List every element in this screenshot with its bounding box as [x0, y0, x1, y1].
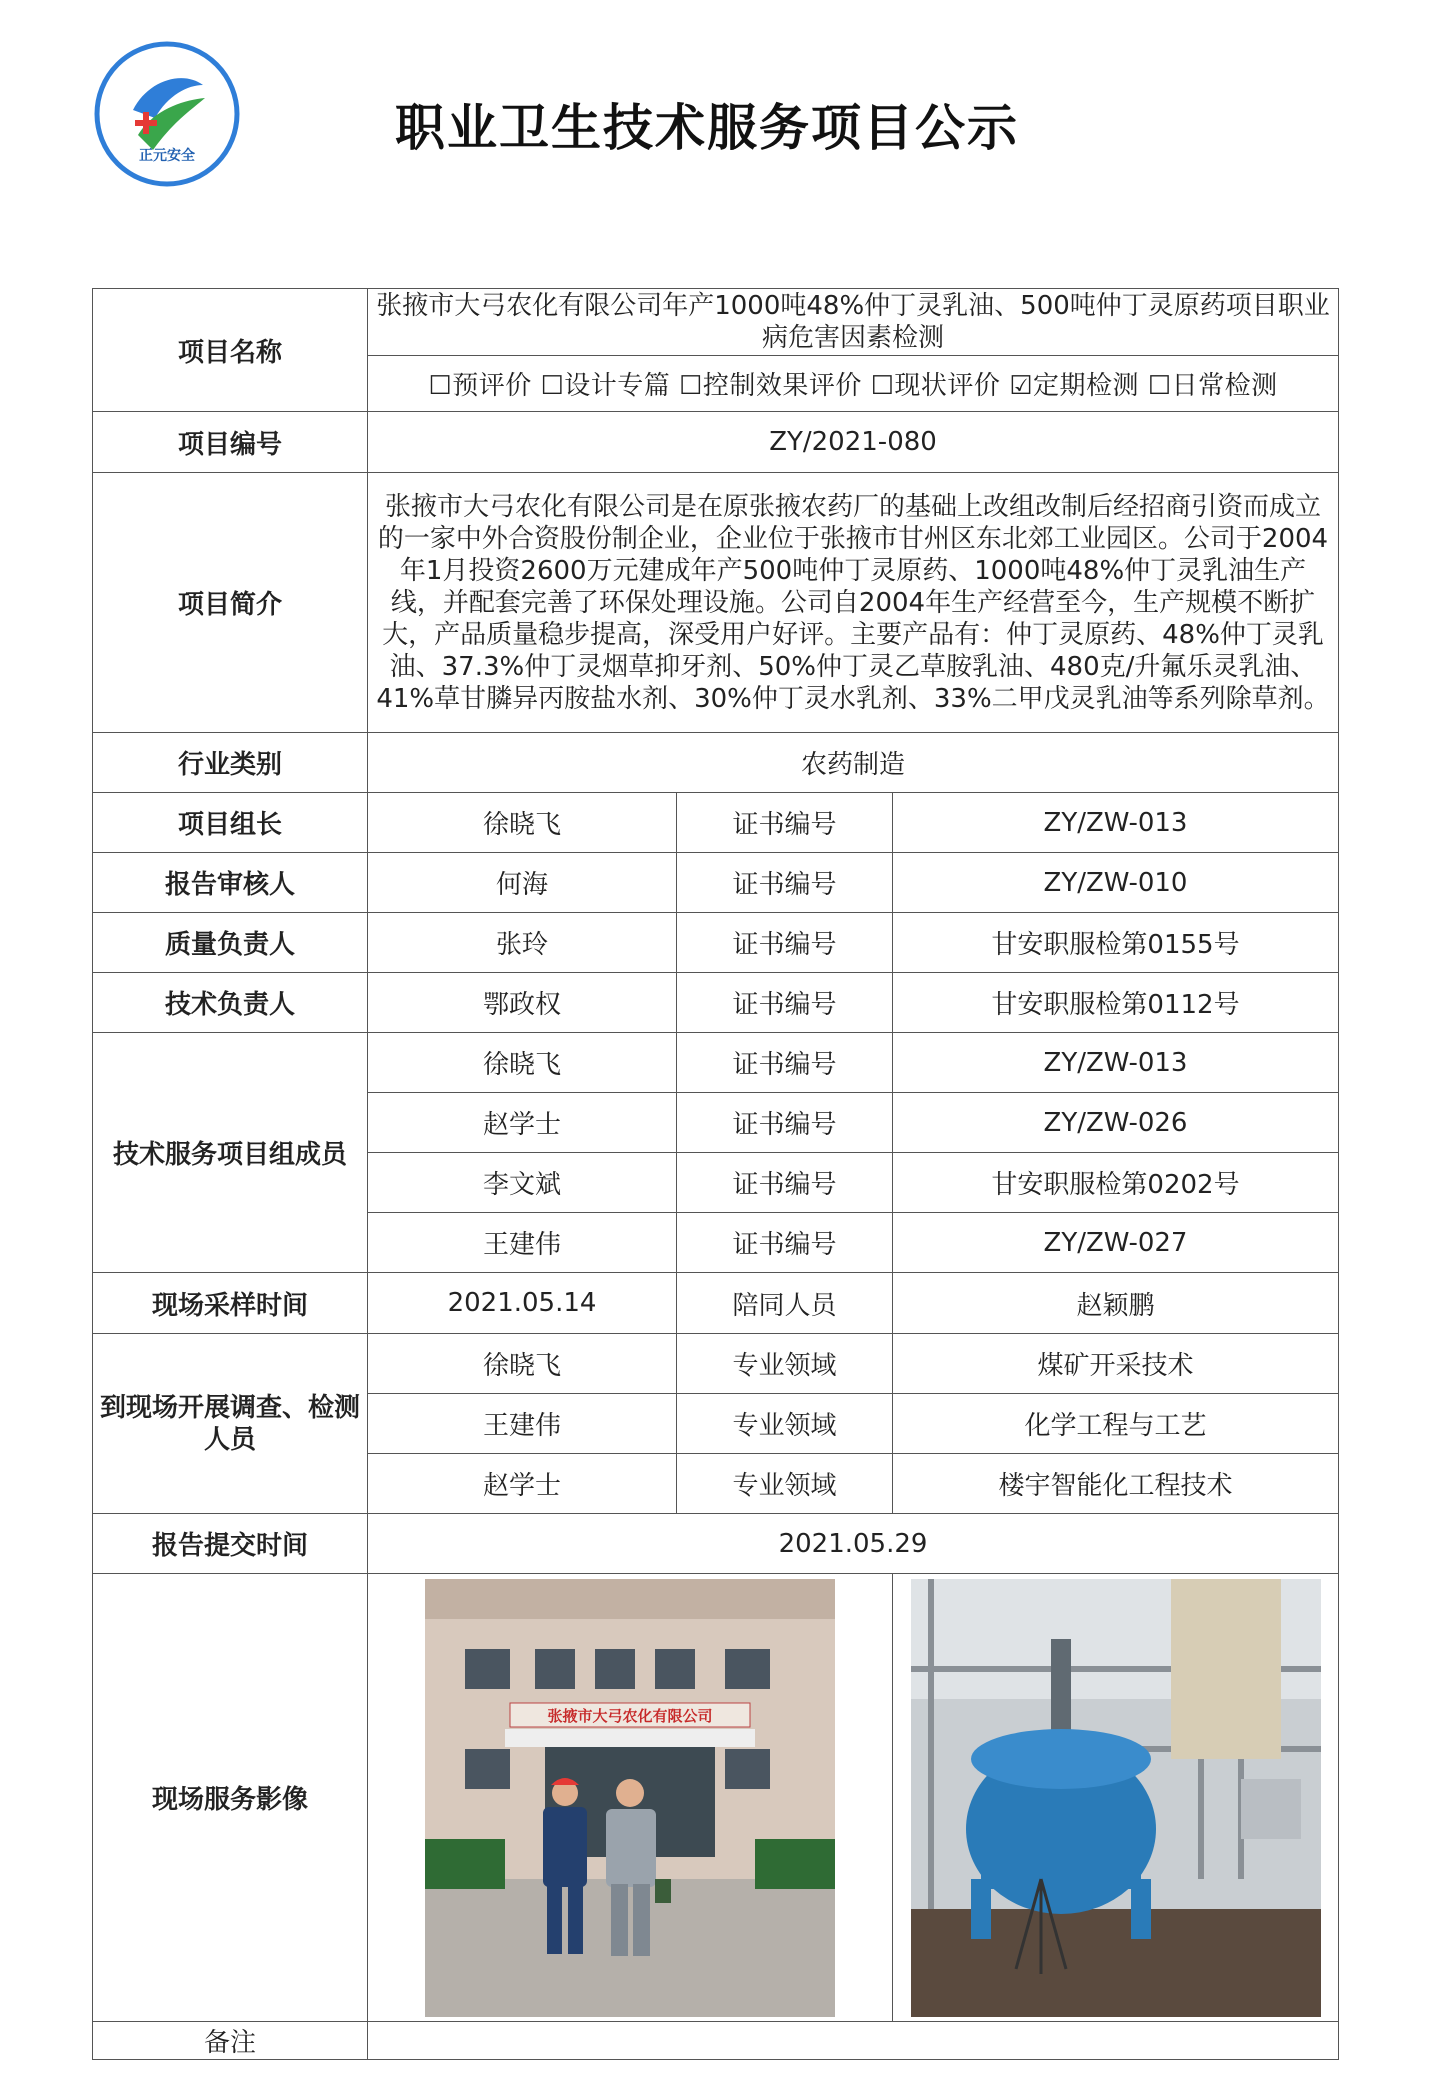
technical-name: 鄂政权: [368, 973, 677, 1033]
project-name-value: 张掖市大弓农化有限公司年产1000吨48%仲丁灵乳油、500吨仲丁灵原药项目职业病危害因素检测: [368, 289, 1339, 356]
member-name: 徐晓飞: [368, 1033, 677, 1093]
quality-row: [93, 913, 1339, 973]
evaluation-type-checkboxes: ☐预评价 ☐设计专篇 ☐控制效果评价 ☐现状评价 ☑定期检测 ☐日常检测: [368, 356, 1339, 412]
building-sign-text: 张掖市大弓农化有限公司: [547, 1706, 713, 1725]
project-name-row: [93, 289, 1339, 356]
submit-time-value: 2021.05.29: [368, 1514, 1339, 1574]
cert-label: 证书编号: [677, 1033, 893, 1093]
quality-cert: 甘安职服检第0155号: [893, 913, 1339, 973]
submit-time-label: 报告提交时间: [93, 1514, 368, 1574]
submit-row: [93, 1514, 1339, 1574]
members-label: 技术服务项目组成员: [93, 1033, 368, 1273]
member-name: 李文斌: [368, 1153, 677, 1213]
cert-label: 证书编号: [677, 793, 893, 853]
field-staff-name: 徐晓飞: [368, 1334, 677, 1394]
field-label: 专业领域: [677, 1454, 893, 1514]
field-staff-row: [93, 1334, 1339, 1394]
field-staff-label: 到现场开展调查、检测人员: [93, 1334, 368, 1514]
sampling-time-label: 现场采样时间: [93, 1273, 368, 1334]
project-name-label: 项目名称: [93, 289, 368, 412]
technical-row: [93, 973, 1339, 1033]
project-number-value: ZY/2021-080: [368, 412, 1339, 473]
field-staff-field: 煤矿开采技术: [893, 1334, 1339, 1394]
field-staff-field: 化学工程与工艺: [893, 1394, 1339, 1454]
companion-label: 陪同人员: [677, 1273, 893, 1334]
info-table: [92, 288, 1339, 2060]
field-staff-field: 楼宇智能化工程技术: [893, 1454, 1339, 1514]
member-cert: 甘安职服检第0202号: [893, 1153, 1339, 1213]
remarks-row: [93, 2022, 1339, 2060]
sampling-row: [93, 1273, 1339, 1334]
photos-row: [93, 1574, 1339, 2022]
quality-label: 质量负责人: [93, 913, 368, 973]
remarks-value: [368, 2022, 1339, 2060]
photo-reactor-equipment: [911, 1579, 1321, 2017]
industry-row: [93, 733, 1339, 793]
cert-label: 证书编号: [677, 1093, 893, 1153]
photo-building-cell: [368, 1574, 893, 2022]
reviewer-name: 何海: [368, 853, 677, 913]
cert-label: 证书编号: [677, 973, 893, 1033]
member-row: [93, 1033, 1339, 1093]
leader-row: [93, 793, 1339, 853]
technical-label: 技术负责人: [93, 973, 368, 1033]
sampling-time-value: 2021.05.14: [368, 1273, 677, 1334]
reviewer-cert: ZY/ZW-010: [893, 853, 1339, 913]
project-intro-value: 张掖市大弓农化有限公司是在原张掖农药厂的基础上改组改制后经招商引资而成立的一家中外合资股份制企业，企业位于张掖市甘州区东北郊工业园区。公司于2004年1月投资2600万元建成年产500吨仲丁灵原药、1000吨48%仲丁灵乳油生产线，并配套完善了环保处理设施。公司自2004年生产经营至今，生产规模不断扩大，产品质量稳步提高，深受用户好评。主要产品有：仲丁灵原药、48%仲丁灵乳油、37.3%仲丁灵烟草抑牙剂、50%仲丁灵乙草胺乳油、480克/升氟乐灵乳油、41%草甘膦异丙胺盐水剂、30%仲丁灵水乳剂、33%二甲戊灵乳油等系列除草剂。: [368, 473, 1339, 733]
field-label: 专业领域: [677, 1394, 893, 1454]
field-staff-name: 赵学士: [368, 1454, 677, 1514]
reviewer-row: [93, 853, 1339, 913]
member-name: 赵学士: [368, 1093, 677, 1153]
photo-reactor-cell: [893, 1574, 1339, 2022]
page-title: 职业卫生技术服务项目公示: [395, 99, 1019, 157]
images-label: 现场服务影像: [93, 1574, 368, 2022]
cert-label: 证书编号: [677, 853, 893, 913]
field-label: 专业领域: [677, 1334, 893, 1394]
logo-text: 正元安全: [139, 148, 195, 164]
cert-label: 证书编号: [677, 1153, 893, 1213]
project-intro-label: 项目简介: [93, 473, 368, 733]
leader-label: 项目组长: [93, 793, 368, 853]
companion-value: 赵颖鹏: [893, 1273, 1339, 1334]
industry-value: 农药制造: [368, 733, 1339, 793]
industry-label: 行业类别: [93, 733, 368, 793]
member-cert: ZY/ZW-027: [893, 1213, 1339, 1273]
remarks-label: 备注: [93, 2022, 368, 2060]
field-staff-name: 王建伟: [368, 1394, 677, 1454]
technical-cert: 甘安职服检第0112号: [893, 973, 1339, 1033]
photo-building-entrance: [425, 1579, 835, 2017]
company-logo: [93, 40, 241, 188]
project-intro-row: [93, 473, 1339, 733]
cert-label: 证书编号: [677, 1213, 893, 1273]
member-name: 王建伟: [368, 1213, 677, 1273]
member-cert: ZY/ZW-026: [893, 1093, 1339, 1153]
reviewer-label: 报告审核人: [93, 853, 368, 913]
cert-label: 证书编号: [677, 913, 893, 973]
leader-name: 徐晓飞: [368, 793, 677, 853]
project-number-label: 项目编号: [93, 412, 368, 473]
leader-cert: ZY/ZW-013: [893, 793, 1339, 853]
project-number-row: [93, 412, 1339, 473]
member-cert: ZY/ZW-013: [893, 1033, 1339, 1093]
quality-name: 张玲: [368, 913, 677, 973]
